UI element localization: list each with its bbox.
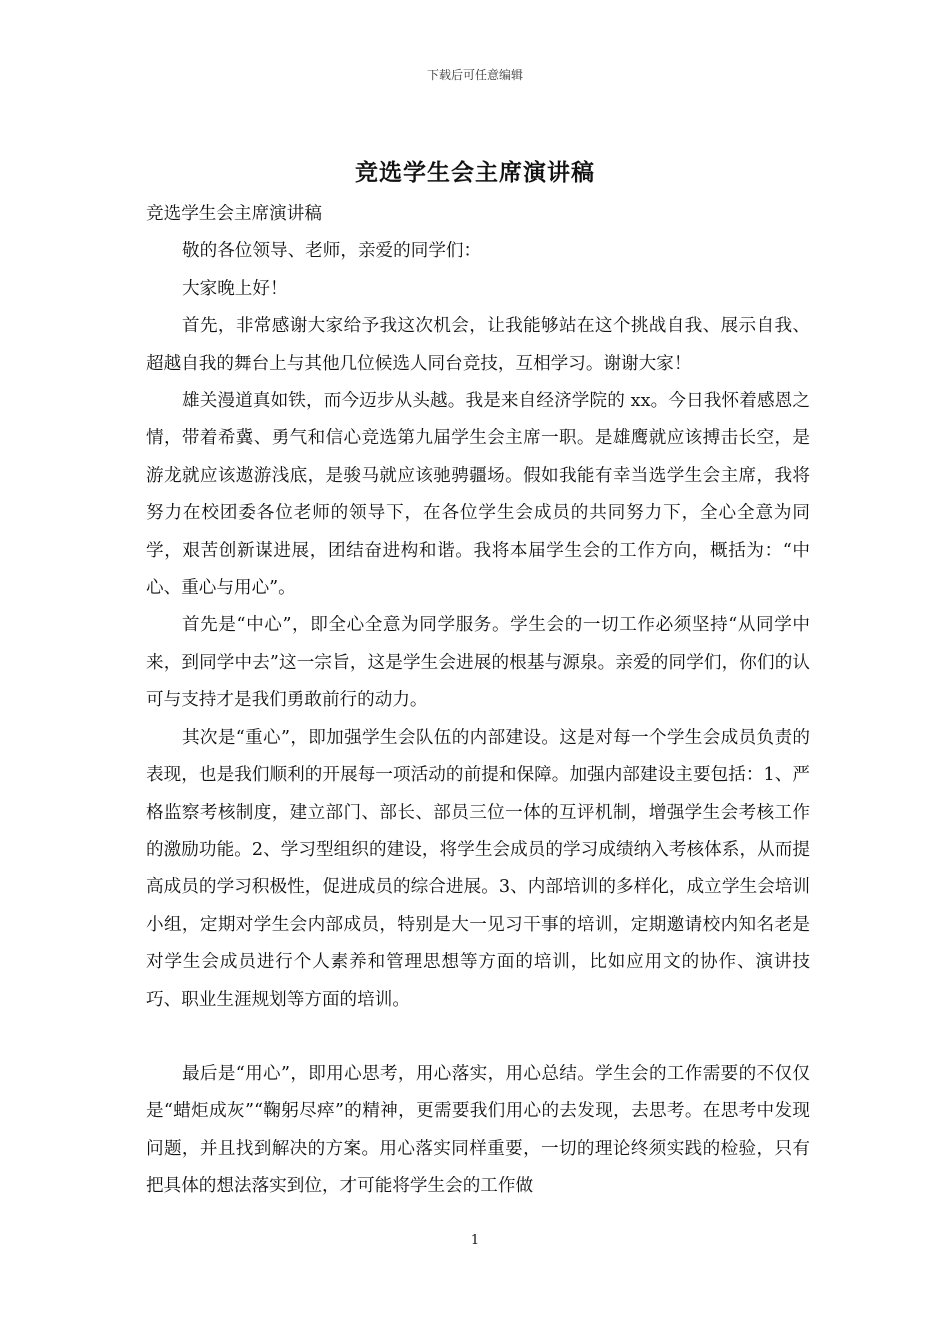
- document-body: [146, 196, 810, 1206]
- paragraph-salutation: 敬的各位领导、老师，亲爱的同学们：: [182, 241, 482, 262]
- paragraph-spacer: [146, 1019, 810, 1056]
- paragraph-introduction: 雄关漫道真如铁，而今迈步从头越。我是来自经济学院的 xx。今日我怀着感恩之情，带着希冀、勇气和信心竞选第九届学生会主席一职。是雄鹰就应该搏击长空，是游龙就应该遨游浅底，是骏马就应该驰骋疆场。假如我能有幸当选学生会主席，我将努力在校团委各位老师的领导下，在各位学生会成员的共同努力下，全心全意为同学，艰苦创新谋进展，团结奋进构和谐。我将本届学生会的工作方向，概括为：“中心、重心与用心”。: [146, 391, 810, 599]
- paragraph-heart: 最后是“用心”，即用心思考，用心落实，用心总结。学生会的工作需要的不仅仅是“蜡炬成灰”“鞠躬尽瘁”的精神，更需要我们用心的去发现，去思考。在思考中发现问题，并且找到解决的方案。用心落实同样重要，一切的理论终须实践的检验，只有把具体的想法落实到位，才可能将学生会的工作做: [146, 1063, 810, 1197]
- paragraph-subtitle: 竞选学生会主席演讲稿: [146, 204, 322, 224]
- paragraph-greeting: 大家晚上好！: [182, 278, 288, 299]
- paragraph-thanks: 首先，非常感谢大家给予我这次机会，让我能够站在这个挑战自我、展示自我、超越自我的舞台上与其他几位候选人同台竞技，互相学习。谢谢大家！: [146, 316, 810, 374]
- paragraph-focus: 其次是“重心”，即加强学生会队伍的内部建设。这是对每一个学生会成员负责的表现，也是我们顺利的开展每一项活动的前提和保障。加强内部建设主要包括：1、严格监察考核制度，建立部门、部长、部员三位一体的互评机制，增强学生会考核工作的激励功能。2、学习型组织的建设，将学生会成员的学习成绩纳入考核体系，从而提高成员的学习积极性，促进成员的综合进展。3、内部培训的多样化，成立学生会培训小组，定期对学生会内部成员，特别是大一见习干事的培训，定期邀请校内知名老是对学生会成员进行个人素养和管理思想等方面的培训，比如应用文的协作、演讲技巧、职业生涯规划等方面的培训。: [146, 727, 810, 1010]
- page-header: 下载后可任意编辑: [426, 68, 523, 82]
- document-title: 竞选学生会主席演讲稿: [355, 159, 595, 186]
- paragraph-center: 首先是“中心”，即全心全意为同学服务。学生会的一切工作必须坚持“从同学中来，到同学中去”这一宗旨，这是学生会进展的根基与源泉。亲爱的同学们，你们的认可与支持才是我们勇敢前行的动力。: [146, 615, 810, 711]
- page-number: 1: [470, 1233, 480, 1248]
